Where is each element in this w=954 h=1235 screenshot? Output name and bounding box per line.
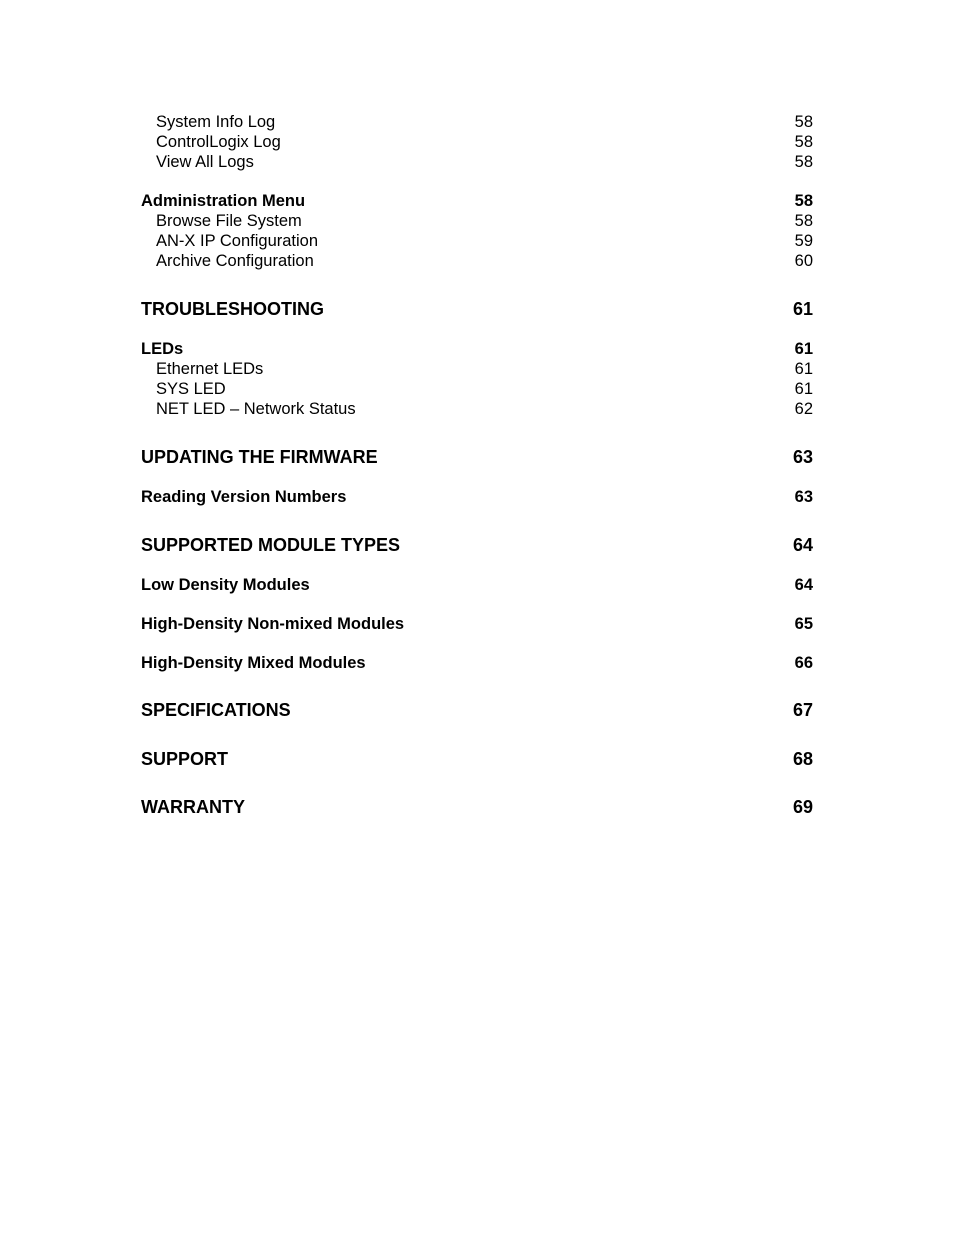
toc-entry-title: UPDATING THE FIRMWARE [141,447,378,467]
toc-entry-title: ControlLogix Log [156,133,281,151]
toc-entry-page: 61 [794,360,813,378]
toc-entry-title: Low Density Modules [141,576,310,594]
toc-entry [141,359,813,379]
toc-entry-page: 63 [792,447,813,467]
toc-entry-section [141,575,813,595]
toc-entry-chapter [141,698,813,722]
toc-entry-page: 65 [794,615,813,633]
toc-entry [141,211,813,231]
toc-entry-title: High-Density Mixed Modules [141,654,366,672]
toc-entry [141,379,813,399]
toc-entry-page: 59 [794,232,813,250]
toc-entry-page: 64 [794,576,813,594]
toc-entry [141,251,813,271]
toc-entry-page: 68 [792,749,813,769]
toc-entry [141,132,813,152]
toc-entry [141,231,813,251]
toc-entry-page: 63 [794,488,813,506]
toc-entry-title: TROUBLESHOOTING [141,299,324,319]
toc-entry-title: System Info Log [156,113,276,131]
toc-entry-chapter [141,747,813,771]
toc-entry-title: WARRANTY [141,797,245,817]
table-of-contents [141,112,813,819]
toc-entry-section [141,339,813,359]
toc-entry-page: 58 [794,153,813,171]
toc-entry-section [141,614,813,634]
toc-entry-page: 58 [794,113,813,131]
toc-entry-title: SYS LED [156,380,226,398]
toc-entry-title: View All Logs [156,153,254,171]
toc-entry-title: SUPPORT [141,749,229,769]
toc-entry-title: Browse File System [156,212,302,230]
toc-entry-page: 58 [794,133,813,151]
toc-entry [141,399,813,419]
toc-entry-chapter [141,795,813,819]
toc-entry-page: 61 [794,340,813,358]
toc-entry-title: High-Density Non-mixed Modules [141,615,405,633]
toc-entry-page: 61 [792,299,813,319]
toc-entry-section [141,653,813,673]
toc-entry-title: NET LED – Network Status [156,400,356,418]
toc-entry-page: 69 [792,797,813,817]
toc-entry-page: 58 [794,212,813,230]
toc-entry-page: 61 [794,380,813,398]
toc-entry-section [141,191,813,211]
toc-entry-title: AN-X IP Configuration [156,232,319,250]
toc-entry-page: 58 [794,192,813,210]
toc-entry-title: Ethernet LEDs [156,360,264,378]
toc-entry-title: Administration Menu [141,192,306,210]
toc-entry [141,152,813,172]
toc-entry-page: 62 [794,400,813,418]
toc-entry-page: 67 [792,700,813,720]
toc-entry-title: SPECIFICATIONS [141,700,291,720]
toc-entry-chapter [141,445,813,469]
toc-entry-title: SUPPORTED MODULE TYPES [141,535,401,555]
toc-entry-title: Reading Version Numbers [141,488,347,506]
toc-entry-section [141,487,813,507]
toc-entry-title: Archive Configuration [156,252,314,270]
toc-entry-chapter [141,297,813,321]
toc-entry-page: 60 [794,252,813,270]
toc-entry-page: 64 [792,535,813,555]
toc-entry-chapter [141,533,813,557]
toc-entry-page: 66 [794,654,813,672]
toc-entry-title: LEDs [141,340,184,358]
toc-entry [141,112,813,132]
